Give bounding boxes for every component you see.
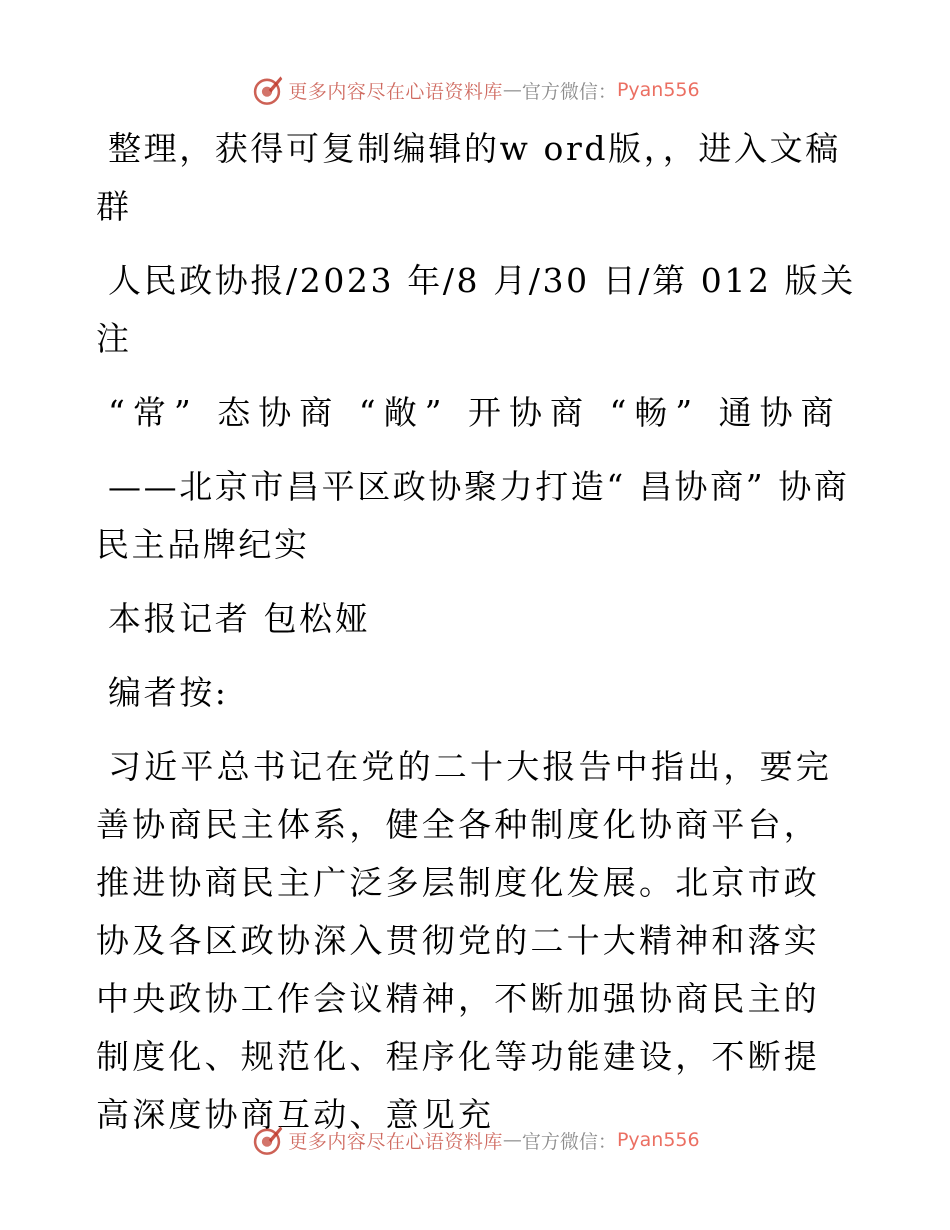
source-line: 人民政协报/2023 年/8 月/30 日/第 012 版关注 [96, 261, 856, 358]
article-subtitle: ——北京市昌平区政协聚力打造“ 昌协商” 协商民主品牌纪实 [96, 467, 850, 564]
watermark-separator: — [502, 79, 522, 101]
document-body [96, 120, 856, 1160]
header-watermark [0, 70, 950, 110]
watermark-contact-label: 官方微信： [521, 1130, 617, 1153]
article-title: “常” 态协商 “敞” 开协商 “畅” 通协商 [108, 393, 842, 432]
quill-seal-icon [250, 1123, 284, 1157]
watermark-contact-label: 官方微信： [521, 80, 617, 103]
watermark-contact-id: Pyan556 [616, 79, 700, 101]
intro-note: 整理，获得可复制编辑的w ord版，，进入文稿群 [96, 129, 841, 226]
watermark-site-text: 更多内容尽在心语资料库 [288, 1130, 503, 1153]
watermark-group [250, 1123, 699, 1157]
watermark-group [250, 73, 699, 107]
watermark-separator: — [502, 1129, 522, 1151]
byline: 本报记者 包松娅 [108, 599, 371, 638]
quill-seal-icon [250, 73, 284, 107]
watermark-contact-id: Pyan556 [616, 1129, 700, 1151]
body-paragraph: 习近平总书记在党的二十大报告中指出，要完善协商民主体系，健全各种制度化协商平台，推进协商民主广泛多层制度化发展。北京市政协及各区政协深入贯彻党的二十大精神和落实中央政协工作会议精神，不断加强协商民主的制度化、规范化、程序化等功能建设，不断提高深度协商互动、意见充 [96, 747, 832, 1134]
watermark-site-text: 更多内容尽在心语资料库 [288, 80, 503, 103]
editor-note-label: 编者按: [108, 673, 229, 712]
footer-watermark [0, 1120, 950, 1160]
